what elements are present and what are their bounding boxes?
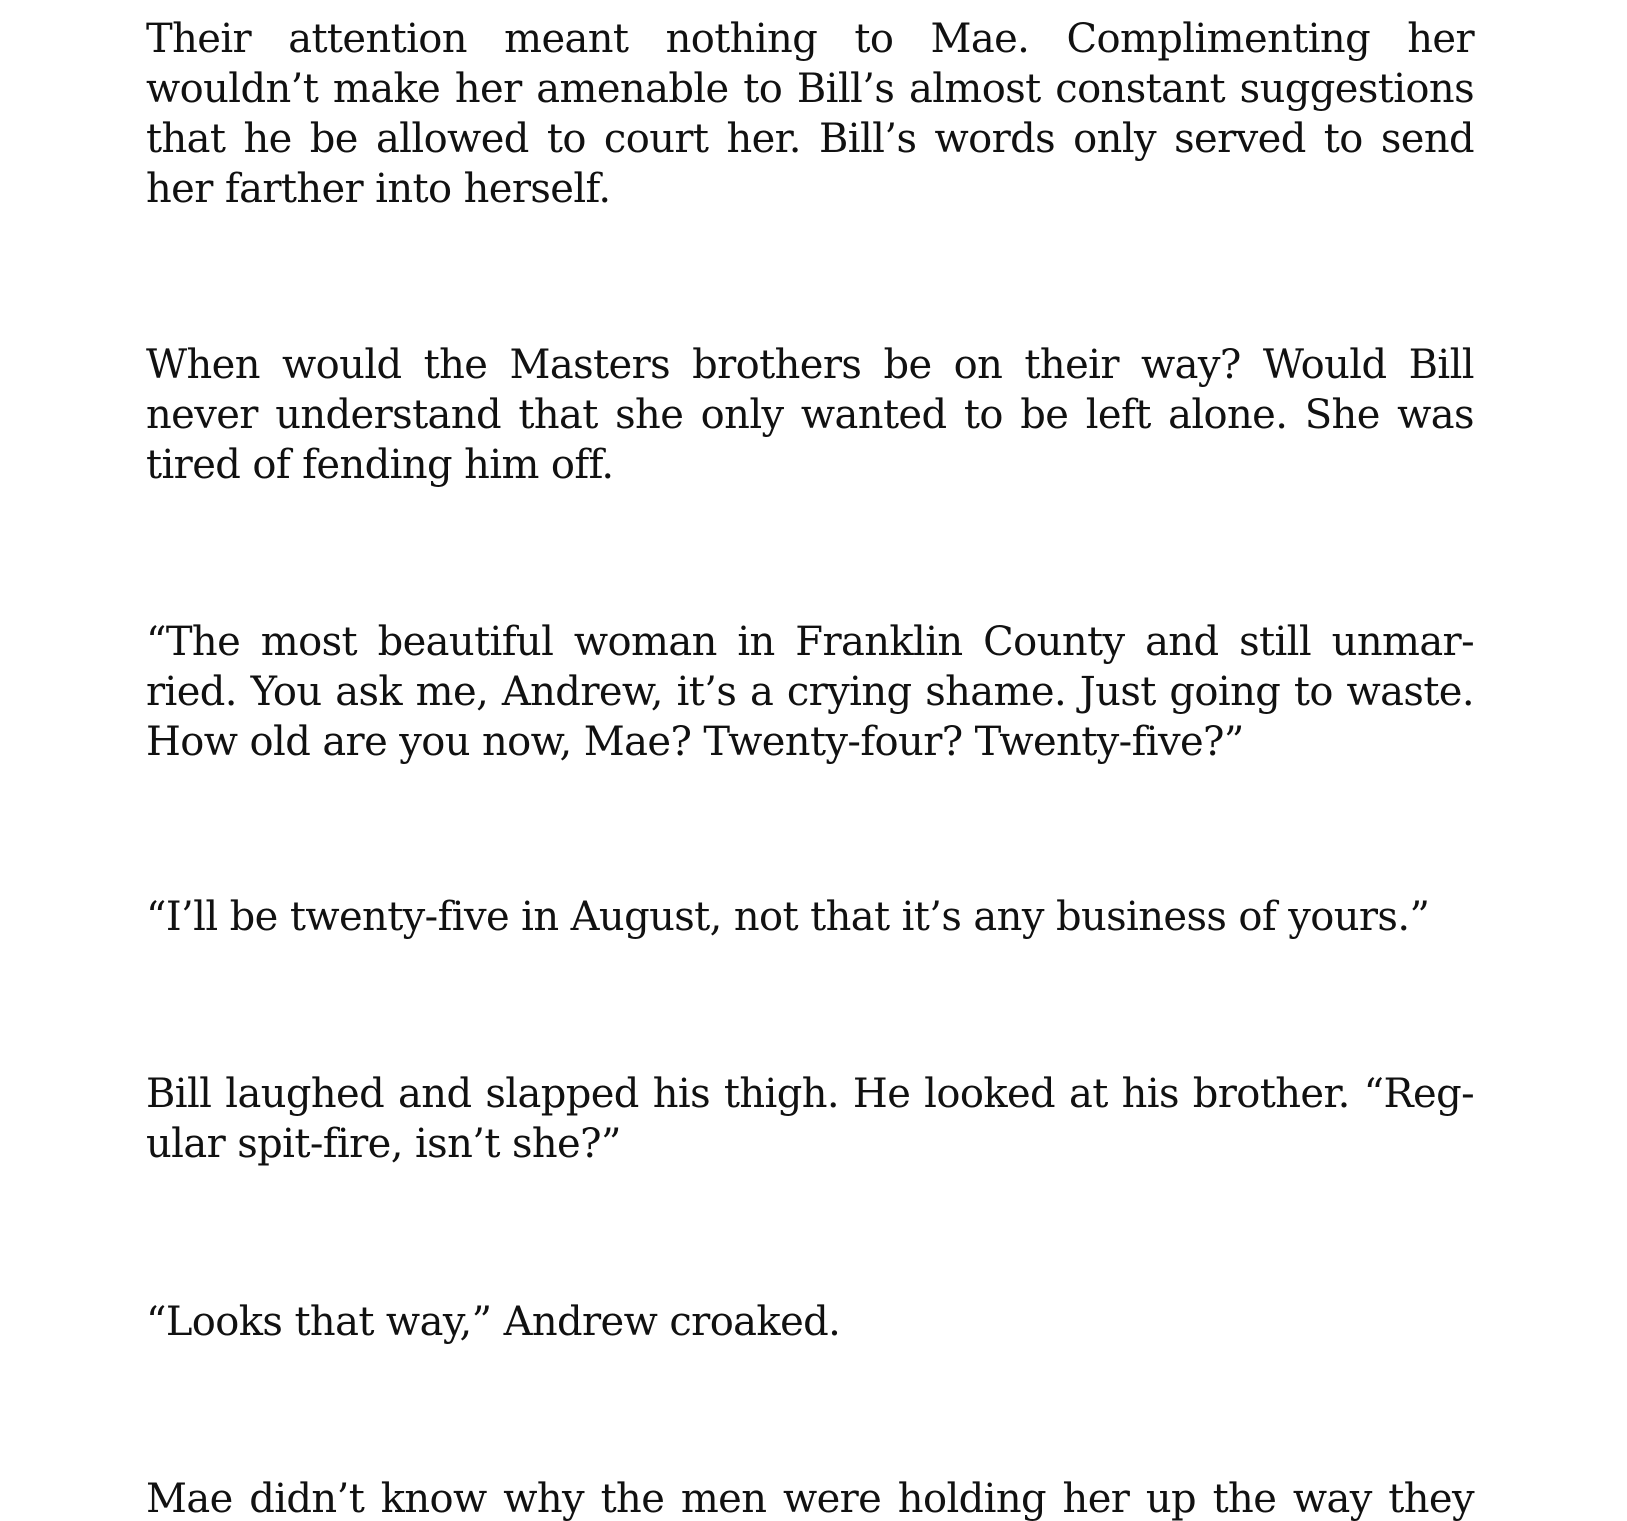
text-line: tired of fending him off. [146,442,614,488]
text-line: that he be allowed to court her. Bill’s words only served to send [146,116,1474,162]
text-line: When would the Masters brothers be on their way? Would Bill [146,342,1474,388]
paragraph-3 [146,617,1474,767]
text-line: “Looks that way,” Andrew croaked. [146,1299,841,1345]
text-line: ular spit-fire, isn’t she?” [146,1121,621,1167]
paragraph-7 [146,1474,1474,1521]
paragraph-6 [146,1297,1474,1347]
text-line: Mae didn’t know why the men were holding her up the way they [146,1476,1474,1521]
paragraph-1 [146,14,1474,214]
text-line: never understand that she only wanted to be left alone. She was [146,392,1474,438]
text-line: her farther into herself. [146,166,611,212]
text-line: Bill laughed and slapped his thigh. He looked at his brother. “Reg- [146,1071,1474,1117]
paragraph-2 [146,340,1474,490]
text-line: ried. You ask me, Andrew, it’s a crying shame. Just going to waste. [146,669,1474,715]
text-line: “I’ll be twenty-five in August, not that it’s any business of yours.” [146,894,1430,940]
text-line: How old are you now, Mae? Twenty-four? Twenty-five?” [146,719,1244,765]
text-line: wouldn’t make her amenable to Bill’s almost constant suggestions [146,66,1474,112]
text-line: “The most beautiful woman in Franklin County and still unmar- [146,619,1474,665]
paragraph-4 [146,892,1474,942]
text-line: Their attention meant nothing to Mae. Complimenting her [146,16,1474,62]
paragraph-5 [146,1069,1474,1169]
